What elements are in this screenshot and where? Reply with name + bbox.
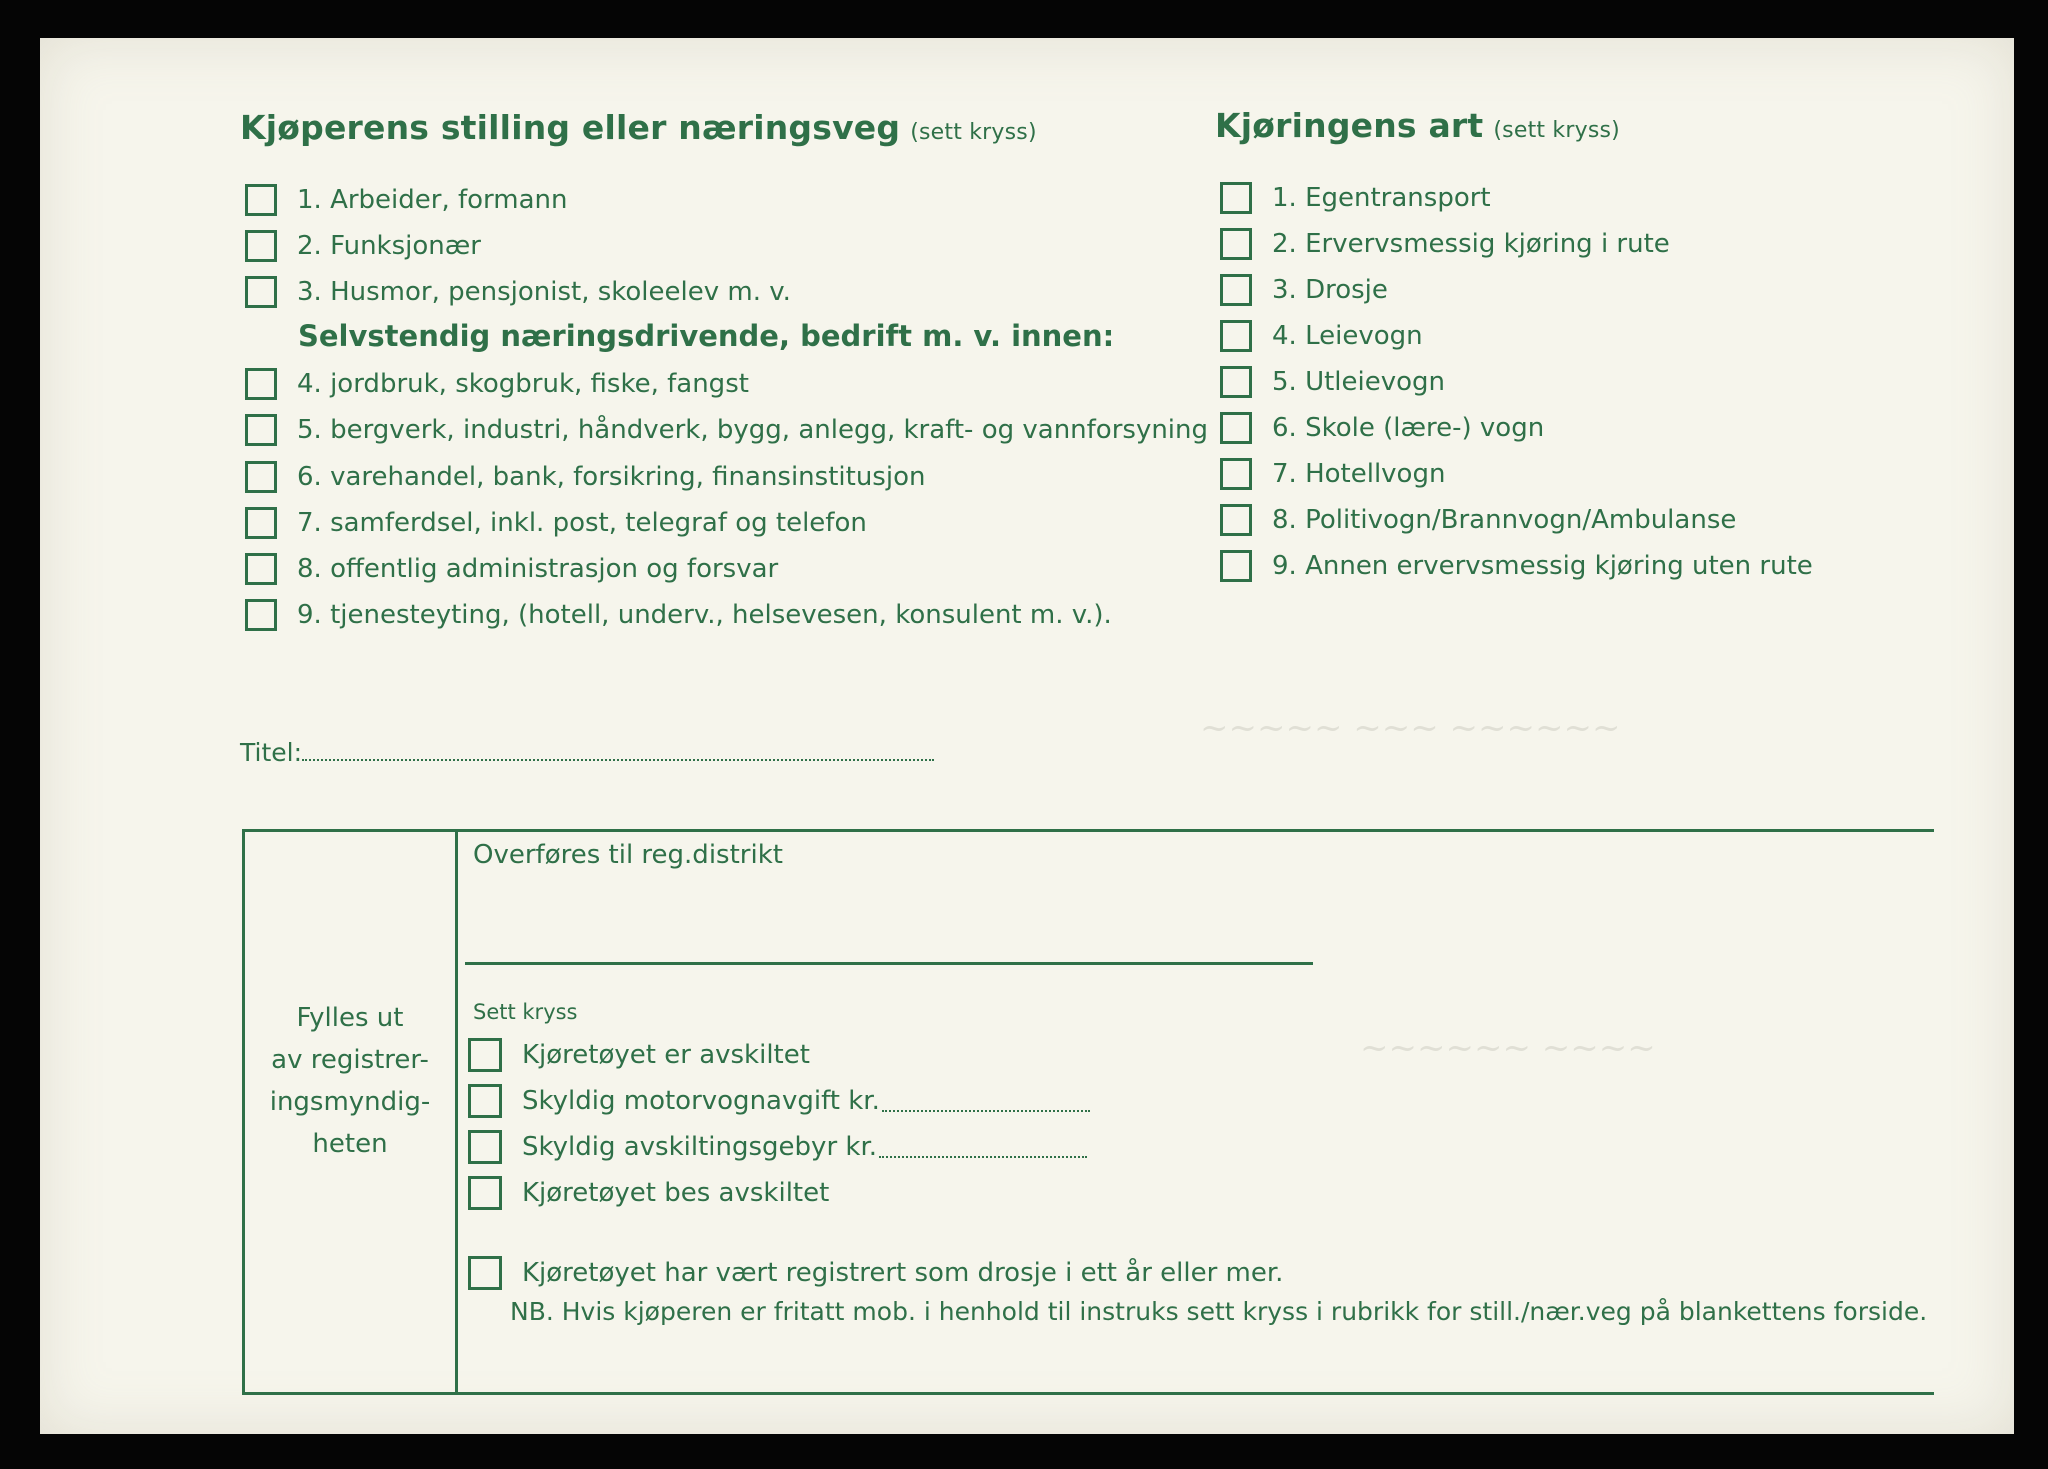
checkbox[interactable] — [245, 507, 277, 539]
driving-type-heading — [1215, 106, 1620, 145]
occupation-option-6[interactable] — [245, 461, 925, 493]
panel-divider — [455, 832, 458, 1392]
form-sheet — [40, 38, 2014, 1434]
driving-option-4[interactable] — [1220, 320, 1423, 352]
checkbox[interactable] — [1220, 182, 1252, 214]
registry-authority-panel — [242, 829, 1934, 1395]
buyer-occupation-title: Kjøperens stilling eller næringsveg — [240, 108, 901, 147]
option-label: 5. bergverk, industri, håndverk, bygg, anlegg, kraft- og vannforsyning — [297, 415, 1209, 445]
occupation-option-2[interactable] — [245, 230, 481, 262]
check-vehicle-tax-owed[interactable] — [468, 1084, 1090, 1118]
driving-option-6[interactable] — [1220, 412, 1544, 444]
check-request-deregistration[interactable] — [468, 1176, 829, 1210]
option-label: Skyldig avskiltingsgebyr kr. — [522, 1132, 878, 1162]
option-label: Kjøretøyet har vært registrert som drosje i ett år eller mer. — [522, 1258, 1284, 1288]
sett-kryss-label: Sett kryss — [473, 1000, 578, 1024]
driving-option-9[interactable] — [1220, 550, 1813, 582]
checkbox[interactable] — [245, 368, 277, 400]
checkbox[interactable] — [245, 276, 277, 308]
title-field[interactable] — [240, 738, 934, 767]
side-label-line: Fylles ut — [296, 1003, 404, 1033]
driving-option-1[interactable] — [1220, 182, 1491, 214]
occupation-option-3[interactable] — [245, 276, 791, 308]
checkbox[interactable] — [245, 599, 277, 631]
title-dotted-line[interactable] — [302, 759, 934, 761]
occupation-option-4[interactable] — [245, 368, 749, 400]
option-label: 2. Ervervsmessig kjøring i rute — [1272, 229, 1670, 259]
checkbox[interactable] — [245, 461, 277, 493]
option-label: 3. Husmor, pensjonist, skoleelev m. v. — [297, 277, 791, 307]
option-label: 6. Skole (lære-) vogn — [1272, 413, 1545, 443]
checkbox[interactable] — [1220, 504, 1252, 536]
bleed-through: ~~~~~ ~~~ ~~~~~~ — [1200, 708, 1621, 748]
driving-option-3[interactable] — [1220, 274, 1388, 306]
check-taxi-one-year[interactable] — [468, 1256, 1283, 1290]
checkbox[interactable] — [1220, 550, 1252, 582]
buyer-occupation-note: (sett kryss) — [910, 120, 1037, 145]
option-label: 6. varehandel, bank, forsikring, finansinstitusjon — [297, 462, 926, 492]
title-label: Titel: — [240, 738, 302, 767]
option-label: 2. Funksjonær — [297, 231, 481, 261]
side-label-line: av registrer- — [271, 1045, 429, 1075]
panel-side-label — [245, 997, 455, 1165]
self-employed-subheading: Selvstendig næringsdrivende, bedrift m. v. innen: — [298, 319, 1115, 353]
checkbox[interactable] — [1220, 320, 1252, 352]
option-label: 1. Egentransport — [1272, 183, 1491, 213]
option-label: 7. Hotellvogn — [1272, 459, 1446, 489]
option-label: 8. Politivogn/Brannvogn/Ambulanse — [1272, 505, 1737, 535]
checkbox[interactable] — [1220, 366, 1252, 398]
side-label-line: ingsmyndig- — [269, 1087, 431, 1117]
checkbox[interactable] — [245, 184, 277, 216]
checkbox[interactable] — [245, 414, 277, 446]
transfer-district-line[interactable] — [465, 962, 1313, 965]
checkbox[interactable] — [468, 1084, 502, 1118]
checkbox[interactable] — [1220, 228, 1252, 260]
checkbox[interactable] — [468, 1038, 502, 1072]
driving-type-title: Kjøringens art — [1215, 106, 1484, 145]
driving-option-8[interactable] — [1220, 504, 1736, 536]
checkbox[interactable] — [1220, 412, 1252, 444]
checkbox[interactable] — [245, 553, 277, 585]
bleed-through: ~~~~~~ ~~~~ — [1360, 1028, 1656, 1068]
option-label: 9. tjenesteyting, (hotell, underv., helsevesen, konsulent m. v.). — [297, 600, 1112, 630]
checkbox[interactable] — [468, 1130, 502, 1164]
check-deregistered[interactable] — [468, 1038, 810, 1072]
option-label: 8. offentlig administrasjon og forsvar — [297, 554, 779, 584]
buyer-occupation-heading — [240, 108, 1037, 147]
option-label: 4. Leievogn — [1272, 321, 1423, 351]
option-label: 3. Drosje — [1272, 275, 1388, 305]
option-label: 5. Utleievogn — [1272, 367, 1446, 397]
check-deregistration-fee-owed[interactable] — [468, 1130, 1087, 1164]
nb-note: NB. Hvis kjøperen er fritatt mob. i henhold til instruks sett kryss i rubrikk for still./nær.veg på blankettens forside. — [510, 1297, 1928, 1326]
option-label: Kjøretøyet bes avskiltet — [522, 1178, 830, 1208]
checkbox[interactable] — [1220, 274, 1252, 306]
side-label-line: heten — [312, 1129, 388, 1159]
transfer-label: Overføres til reg.distrikt — [473, 840, 783, 870]
option-label: 7. samferdsel, inkl. post, telegraf og telefon — [297, 508, 867, 538]
occupation-option-9[interactable] — [245, 599, 1112, 631]
amount-dotted-line[interactable] — [879, 1156, 1087, 1158]
occupation-option-5[interactable] — [245, 414, 1208, 446]
occupation-option-7[interactable] — [245, 507, 867, 539]
option-label: 1. Arbeider, formann — [297, 185, 568, 215]
driving-option-7[interactable] — [1220, 458, 1445, 490]
checkbox[interactable] — [245, 230, 277, 262]
driving-option-5[interactable] — [1220, 366, 1445, 398]
option-label: 4. jordbruk, skogbruk, fiske, fangst — [297, 369, 749, 399]
amount-dotted-line[interactable] — [882, 1110, 1090, 1112]
option-label: 9. Annen ervervsmessig kjøring uten rute — [1272, 551, 1813, 581]
occupation-option-1[interactable] — [245, 184, 568, 216]
checkbox[interactable] — [468, 1176, 502, 1210]
occupation-option-8[interactable] — [245, 553, 778, 585]
driving-type-note: (sett kryss) — [1493, 118, 1620, 143]
checkbox[interactable] — [1220, 458, 1252, 490]
option-label: Kjøretøyet er avskiltet — [522, 1040, 810, 1070]
checkbox[interactable] — [468, 1256, 502, 1290]
option-label: Skyldig motorvognavgift kr. — [522, 1086, 880, 1116]
driving-option-2[interactable] — [1220, 228, 1670, 260]
